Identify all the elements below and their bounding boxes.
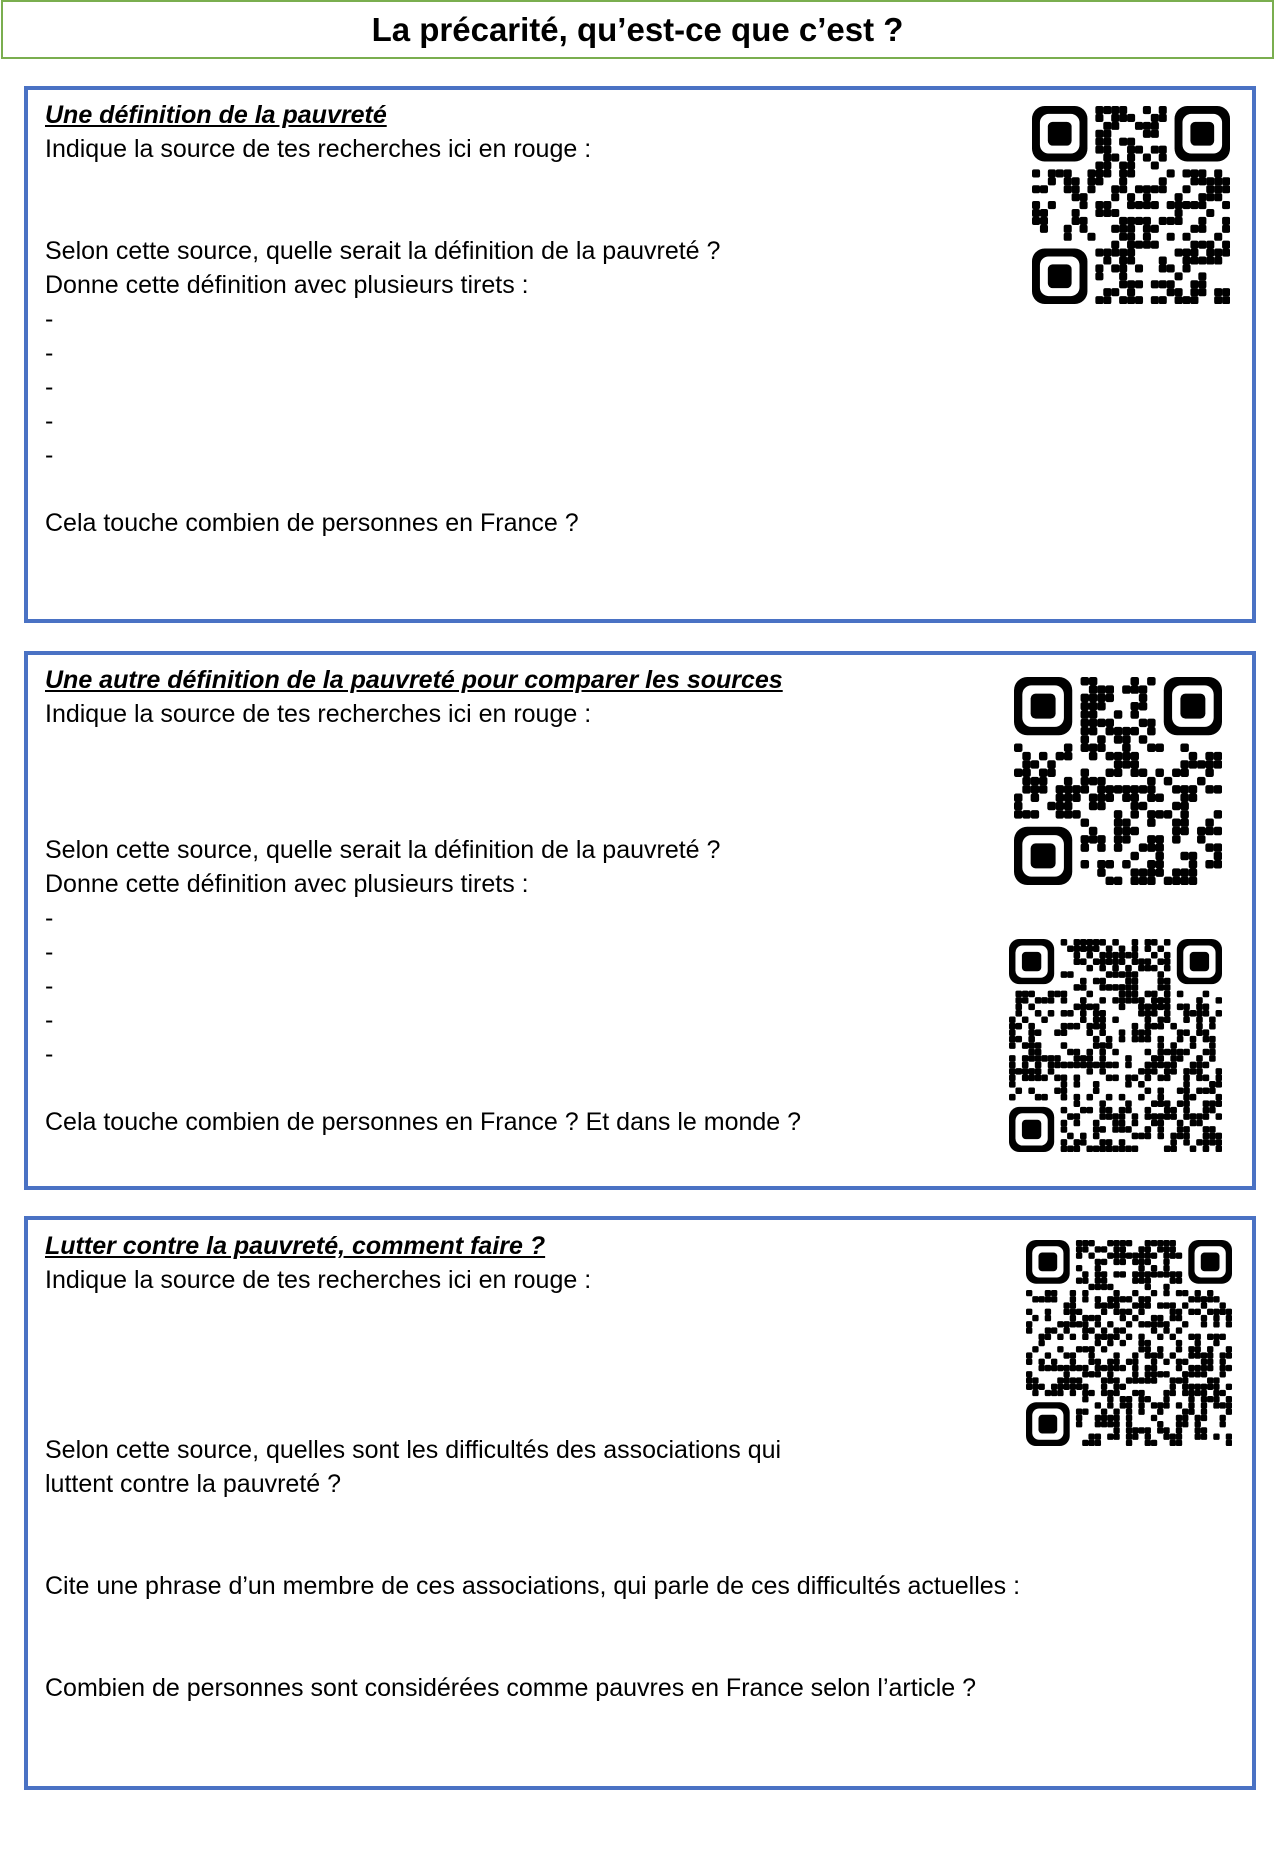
bullet-dash: - bbox=[45, 1040, 54, 1068]
page-title: La précarité, qu’est-ce que c’est ? bbox=[371, 10, 904, 48]
bullet-dash: - bbox=[45, 407, 54, 435]
bullet-dash: - bbox=[45, 373, 54, 401]
qr-code-icon bbox=[1026, 1240, 1232, 1446]
bullet-dash: - bbox=[45, 1006, 54, 1034]
bullet-dash: - bbox=[45, 938, 54, 966]
question-citation: Cite une phrase d’un membre de ces associations, qui parle de ces difficultés actuelles : bbox=[45, 1572, 1021, 1600]
qr-code-icon bbox=[1009, 939, 1222, 1152]
bullet-dash: - bbox=[45, 339, 54, 367]
qr-code-icon bbox=[1014, 677, 1222, 885]
source-prompt: Indique la source de tes recherches ici en rouge : bbox=[45, 1266, 592, 1294]
page-title-box bbox=[1, 0, 1274, 59]
section-heading: Lutter contre la pauvreté, comment faire ? bbox=[45, 1232, 546, 1260]
question-combien-france: Cela touche combien de personnes en France ? bbox=[45, 509, 579, 537]
section-autre-definition bbox=[24, 651, 1256, 1190]
source-prompt: Indique la source de tes recherches ici en rouge : bbox=[45, 700, 592, 728]
question-difficultes: Selon cette source, quelles sont les difficultés des associations qui bbox=[45, 1436, 782, 1464]
section-lutter-pauvrete bbox=[24, 1216, 1256, 1790]
qr-code-icon bbox=[1032, 106, 1230, 304]
question-tirets: Donne cette définition avec plusieurs tirets : bbox=[45, 271, 529, 299]
section-heading: Une définition de la pauvreté bbox=[45, 101, 387, 129]
bullet-dash: - bbox=[45, 305, 54, 333]
bullet-dash: - bbox=[45, 972, 54, 1000]
question-difficultes-cont: luttent contre la pauvreté ? bbox=[45, 1470, 342, 1498]
section-definition-pauvrete bbox=[24, 86, 1256, 623]
question-tirets: Donne cette définition avec plusieurs tirets : bbox=[45, 870, 529, 898]
bullet-dash: - bbox=[45, 441, 54, 469]
bullet-dash: - bbox=[45, 904, 54, 932]
question-definition: Selon cette source, quelle serait la définition de la pauvreté ? bbox=[45, 237, 721, 265]
question-combien-pauvres: Combien de personnes sont considérées comme pauvres en France selon l’article ? bbox=[45, 1674, 977, 1702]
question-definition: Selon cette source, quelle serait la définition de la pauvreté ? bbox=[45, 836, 721, 864]
question-combien-france-monde: Cela touche combien de personnes en France ? Et dans le monde ? bbox=[45, 1108, 802, 1136]
section-heading: Une autre définition de la pauvreté pour comparer les sources bbox=[45, 666, 783, 694]
source-prompt: Indique la source de tes recherches ici en rouge : bbox=[45, 135, 592, 163]
